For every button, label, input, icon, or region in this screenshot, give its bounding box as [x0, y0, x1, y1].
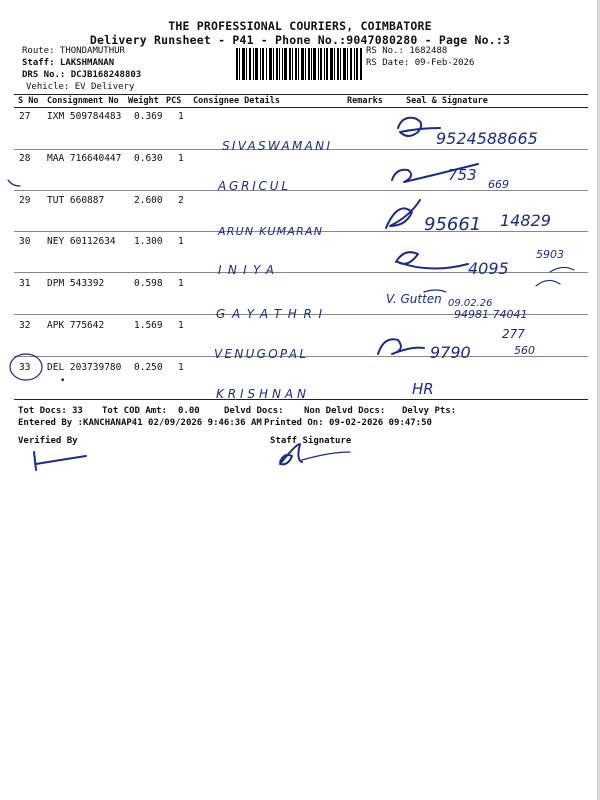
row-sno: 28 [19, 153, 31, 164]
tot-cod-label: Tot COD Amt: [102, 406, 168, 416]
row-consignment: NEY 60112634 [47, 236, 116, 247]
col-sno: S No [18, 96, 39, 106]
rs-date: RS Date: 09-Feb-2026 [366, 58, 475, 68]
consignee-name-31: GAYATHRI [216, 307, 322, 321]
svg-text:560: 560 [514, 344, 535, 357]
col-remarks: Remarks [347, 96, 383, 106]
row-sno: 29 [19, 195, 31, 206]
printed-on: Printed On: 09-02-2026 09:47:50 [264, 418, 432, 428]
row-consignment: MAA 716640447 [47, 153, 122, 164]
col-seal: Seal & Signature [406, 96, 488, 106]
row-pcs: 1 [178, 153, 184, 164]
col-weight: Weight [128, 96, 159, 106]
svg-text:95661: 95661 [424, 214, 482, 235]
tot-docs-label: Tot Docs: [18, 406, 67, 416]
delvy-pts: Delvy Pts: [402, 406, 457, 416]
consignee-name-29: ARUN KUMARAN [218, 225, 322, 238]
row-pcs: 1 [178, 320, 184, 331]
svg-text:277: 277 [502, 327, 525, 341]
row-weight: 0.630 [134, 153, 163, 164]
company-name: THE PROFESSIONAL COURIERS, COIMBATORE [168, 19, 432, 33]
svg-text:753: 753 [448, 166, 477, 184]
row-consignment: DPM 543392 [47, 278, 105, 289]
staff-signature [280, 444, 302, 464]
row-weight: 0.250 [134, 362, 163, 373]
row-pcs: 1 [178, 111, 184, 122]
signature-33: HR [412, 380, 434, 398]
svg-text:14829: 14829 [500, 211, 551, 230]
row-pcs: 1 [178, 362, 184, 373]
row-weight: 0.369 [134, 111, 163, 122]
row-weight: 1.569 [134, 320, 163, 331]
rs-number: RS No.: 1682488 [366, 46, 448, 56]
drs-number: DRS No.: DCJB168248803 [22, 70, 142, 80]
route: Route: THONDAMUTHUR [22, 46, 125, 56]
verified-by-label: Verified By [18, 436, 78, 446]
entered-by: Entered By :KANCHANAP41 02/09/2026 9:46:36 AM [18, 418, 262, 428]
vehicle: Vehicle: EV Delivery [26, 82, 135, 92]
signature-31: V. Gutten [386, 292, 442, 306]
tot-docs-value: 33 [72, 406, 83, 416]
tot-cod-value: 0.00 [178, 406, 200, 416]
svg-text:94981 74041: 94981 74041 [454, 308, 528, 321]
consignee-name-33: KRISHNAN [216, 387, 306, 401]
consignee-name-32: VENUGOPAL [214, 347, 306, 361]
row-pcs: 1 [178, 236, 184, 247]
non-delvd-docs: Non Delvd Docs: [304, 406, 386, 416]
row-consignment: DEL 203739780 [47, 362, 122, 373]
verified-signature [34, 452, 36, 470]
consignee-name-30: INIYA [218, 263, 274, 277]
stray-dot: • [60, 376, 66, 386]
row-weight: 1.300 [134, 236, 163, 247]
row-pcs: 2 [178, 195, 184, 206]
svg-text:09.02.26: 09.02.26 [448, 298, 493, 309]
col-consignment: Consignment No [47, 96, 119, 106]
consignee-name-28: AGRICUL [218, 179, 288, 193]
runsheet-title: Delivery Runsheet - P41 - Phone No.:9047080280 - Page No.:3 [89, 33, 511, 47]
svg-text:5903: 5903 [536, 248, 564, 261]
consignee-name-27: SIVASWAMANI [222, 139, 330, 153]
row-weight: 0.598 [134, 278, 163, 289]
svg-text:4095: 4095 [468, 259, 509, 278]
row-sno: 27 [19, 111, 31, 122]
row-sno: 32 [19, 320, 31, 331]
svg-text:9790: 9790 [430, 343, 471, 362]
row-sno: 30 [19, 236, 31, 247]
row-pcs: 1 [178, 278, 184, 289]
delvd-docs: Delvd Docs: [224, 406, 284, 416]
staff-signature-label: Staff Signature [270, 436, 352, 446]
col-pcs: PCS [166, 96, 182, 106]
row-consignment: APK 775642 [47, 320, 105, 331]
row-weight: 2.600 [134, 195, 163, 206]
row-consignment: IXM 509784483 [47, 111, 122, 122]
staff: Staff: LAKSHMANAN [22, 58, 115, 68]
row-sno: 31 [19, 278, 31, 289]
col-consignee: Consignee Details [193, 96, 280, 106]
row-consignment: TUT 660887 [47, 195, 105, 206]
svg-text:9524588665: 9524588665 [436, 129, 538, 148]
row-sno: 33 [19, 362, 31, 373]
svg-text:669: 669 [488, 178, 509, 191]
